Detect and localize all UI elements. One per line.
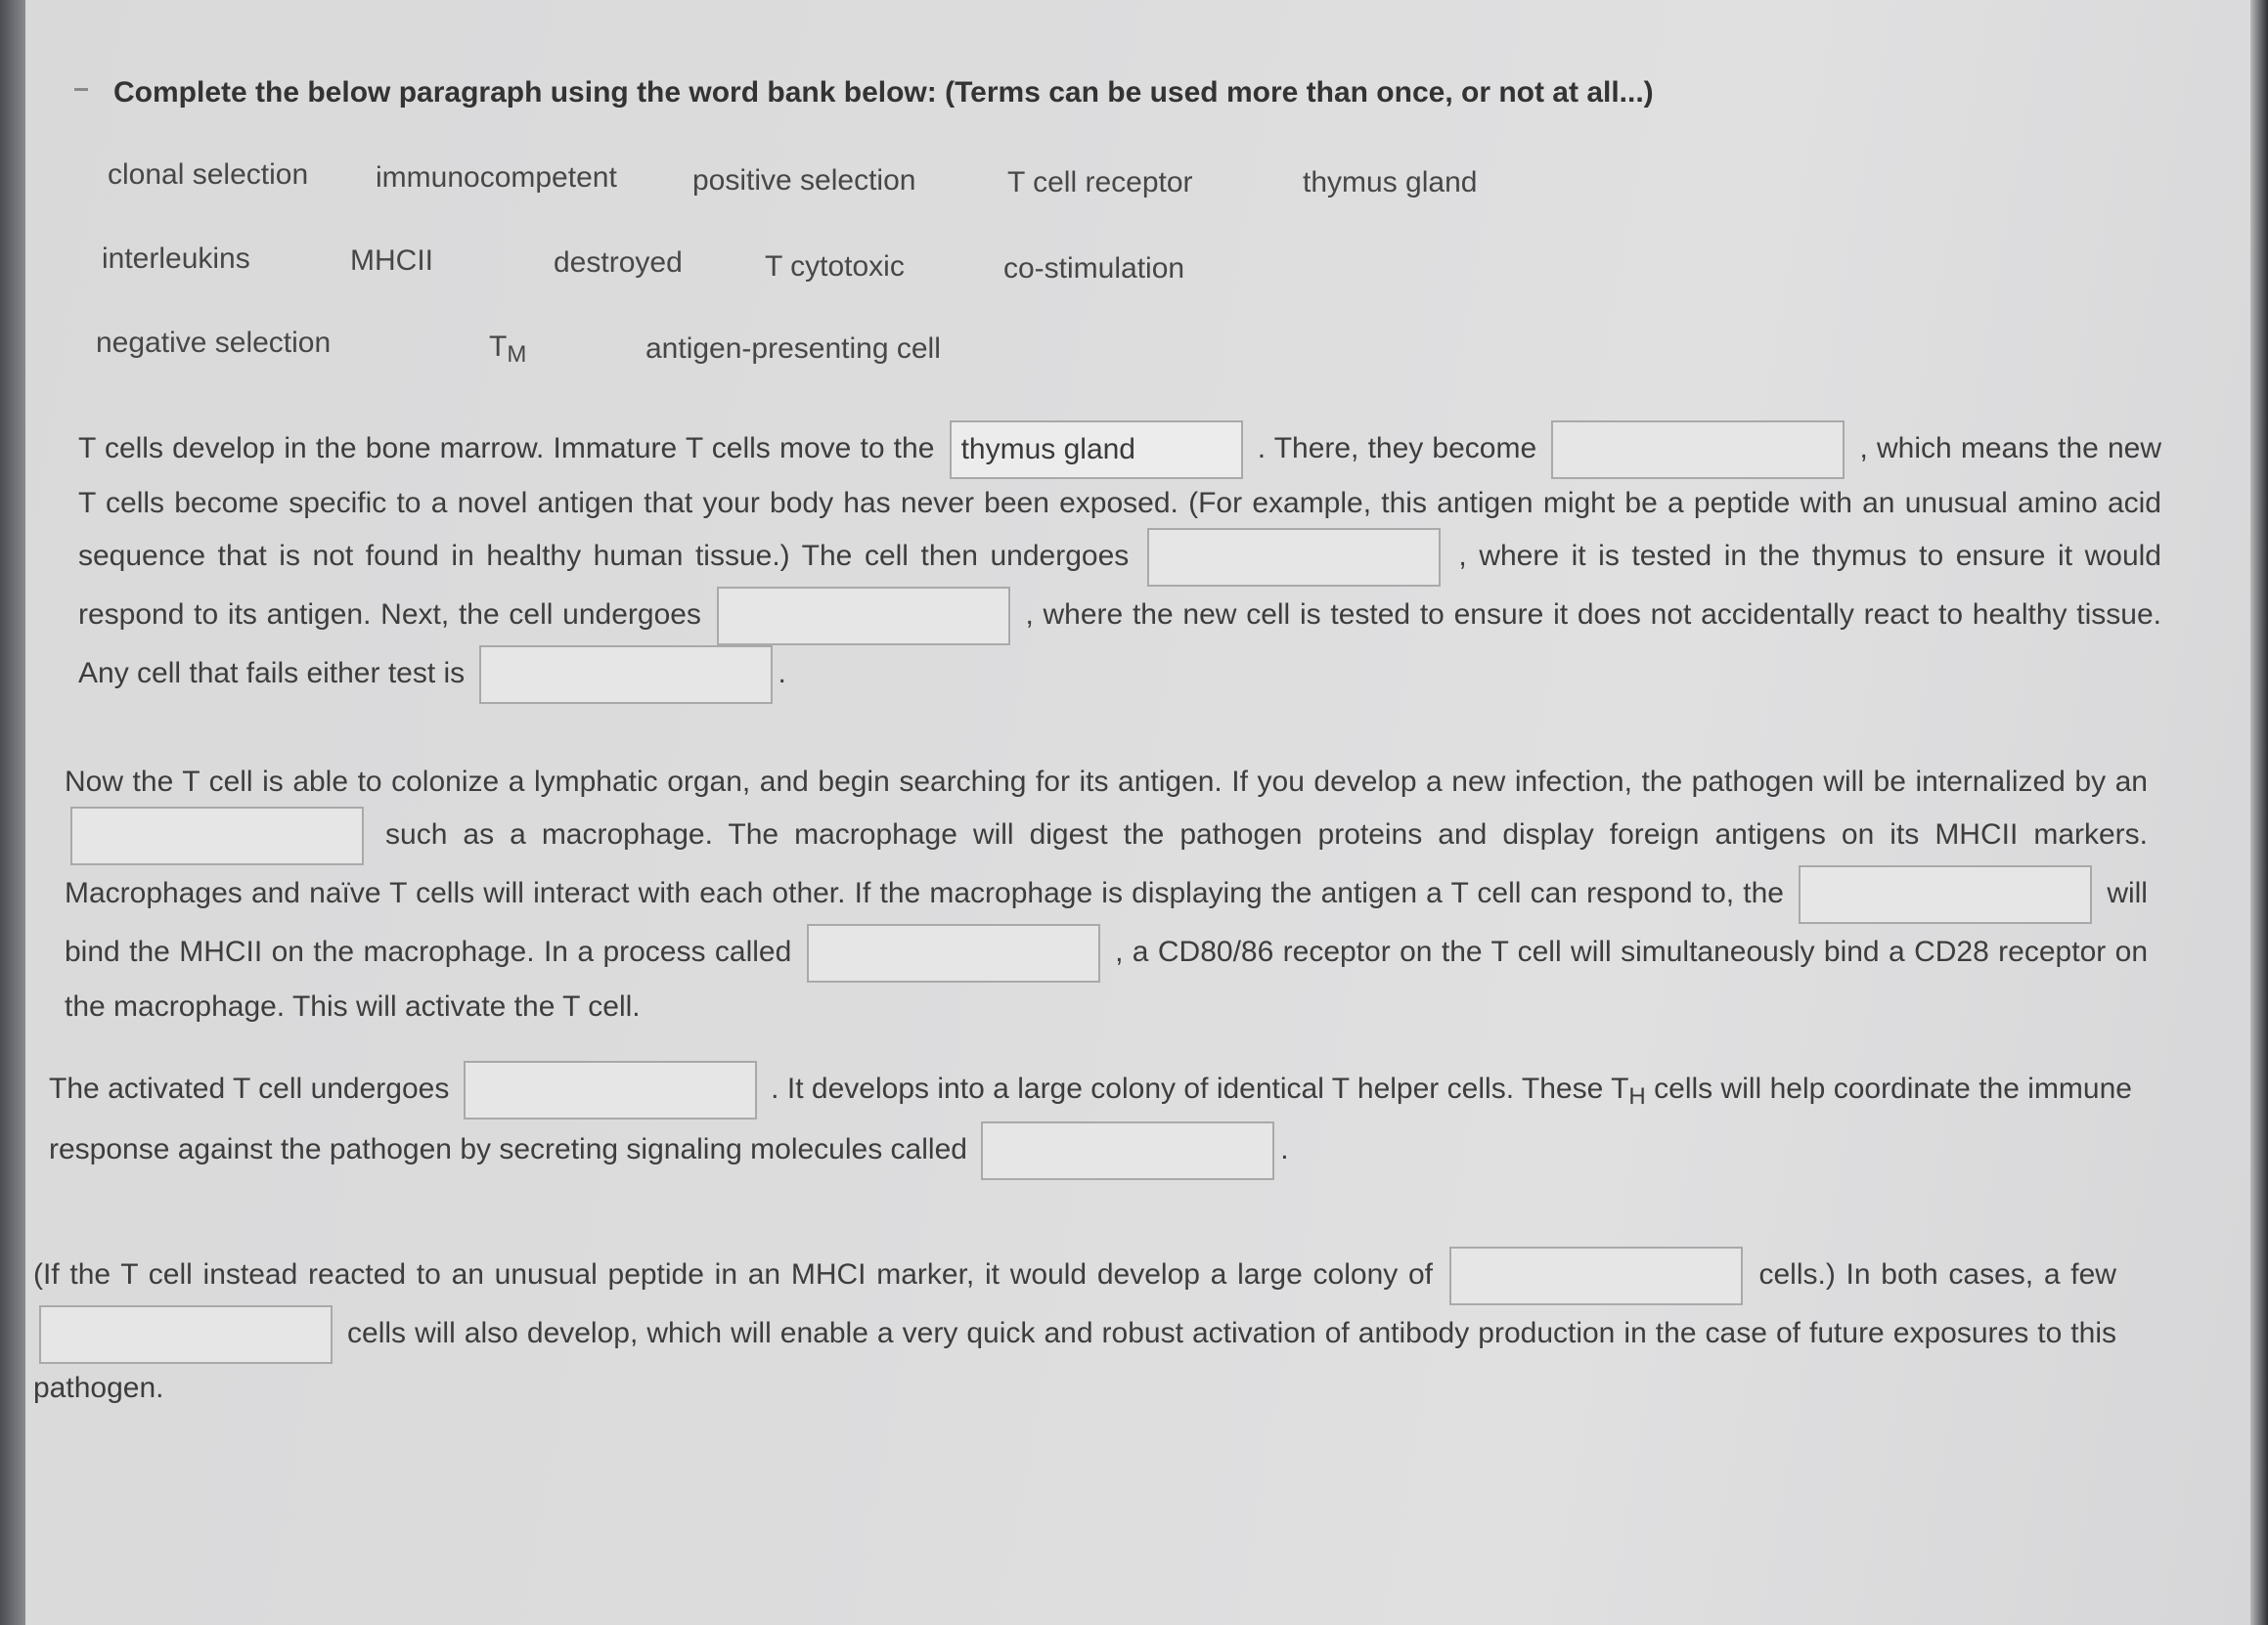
paragraph-text: , a CD80/86 receptor on the T cell will simultaneously bind a CD28 receptor on the macrophage. This will activate the T cell. [65,935,2149,1023]
word-bank-item: MHCII [350,244,433,277]
word-bank-item: interleukins [102,242,250,275]
answer-box-fate[interactable] [479,645,773,704]
answer-box-internalizer[interactable] [70,807,364,865]
instructions-heading: Complete the below paragraph using the word bank below: (Terms can be used more than once, or not at all...) [113,76,1654,109]
word-bank-item: immunocompetent [376,161,617,194]
paragraph-3 [49,1061,2132,1180]
paragraph-text: The activated T cell undergoes [49,1072,450,1105]
paragraph-text: , where the new cell is tested to ensure it does not accidentally react to healthy tissue. Any cell that fails either test is [78,597,2161,689]
word-bank-item: co-stimulation [1003,252,1185,285]
screen-edge-left [0,0,25,1625]
word-bank-item: antigen-presenting cell [645,332,941,365]
answer-box-process[interactable] [807,924,1100,983]
paragraph-text: . [1280,1132,1289,1165]
paragraph-text: T cells develop in the bone marrow. Immature T cells move to the [78,431,935,464]
paragraph-4 [33,1247,2116,1413]
paragraph-text: (If the T cell instead reacted to an unusual peptide in an MHCI marker, it would develop a large colony of [33,1257,1434,1291]
paragraph-text: , where it is tested in the thymus to ensure it would respond to its antigen. Next, the cell undergoes [78,539,2161,631]
answer-box-colony[interactable] [1449,1247,1743,1305]
screen-edge-right [2250,0,2268,1625]
word-bank-item-tm [489,330,526,369]
answer-box-thymus[interactable]: thymus gland [950,420,1243,479]
paragraph-text: . There, they become [1257,431,1537,464]
paragraph-text: cells will help coordinate the immune response against the pathogen by secreting signaling molecules called [49,1072,2132,1165]
answer-box-binder[interactable] [1799,865,2092,924]
paragraph-text: cells.) In both cases, a few [1758,1257,2116,1291]
answer-box-become[interactable] [1551,420,1845,479]
word-bank-item: clonal selection [108,158,309,191]
paragraph-text: cells will also develop, which will enable a very quick and robust activation of antibody production in the case of future exposures to this pathogen. [33,1316,2116,1404]
word-bank-item: thymus gland [1303,166,1478,198]
paragraph-text: . [778,656,786,689]
paragraph-text: , which means the new T cells become specific to a novel antigen that your body has never been exposed. (For example, this antigen might be a peptide with an unusual amino acid sequence that is not found in healthy human tissue.) The cell then undergoes [78,431,2161,572]
paragraph-text: will bind the MHCII on the macrophage. In a process called [65,876,2148,968]
tm-main: T [489,330,508,363]
answer-box-first-test[interactable] [1147,528,1441,587]
th-subscript: H [1628,1082,1646,1110]
paragraph-text: such as a macrophage. The macrophage will digest the pathogen proteins and display foreign antigens on its MHCII markers. Macrophages and naïve T cells will interact with each other. If the macrophage is displaying the antigen a T cell can respond to, the [65,817,2148,909]
paragraph-1 [78,420,2161,704]
paragraph-2 [65,758,2148,1032]
word-bank-item: T cytotoxic [765,250,905,283]
word-bank-item: T cell receptor [1007,166,1193,198]
tm-subscript: M [507,341,527,368]
word-bank-item: destroyed [554,246,683,279]
word-bank-item: positive selection [692,164,916,197]
paragraph-text: . It develops into a large colony of identical T helper cells. These T [771,1072,1629,1105]
paragraph-text: Now the T cell is able to colonize a lymphatic organ, and begin searching for its antigen. If you develop a new infection, the pathogen will be internalized by an [65,766,2148,798]
answer-box-activation[interactable] [464,1061,757,1120]
question-marker [74,88,88,91]
answer-box-memory[interactable] [39,1305,333,1364]
answer-box-molecules[interactable] [981,1121,1274,1180]
word-bank-item: negative selection [96,327,332,359]
answer-box-second-test[interactable] [717,587,1010,645]
